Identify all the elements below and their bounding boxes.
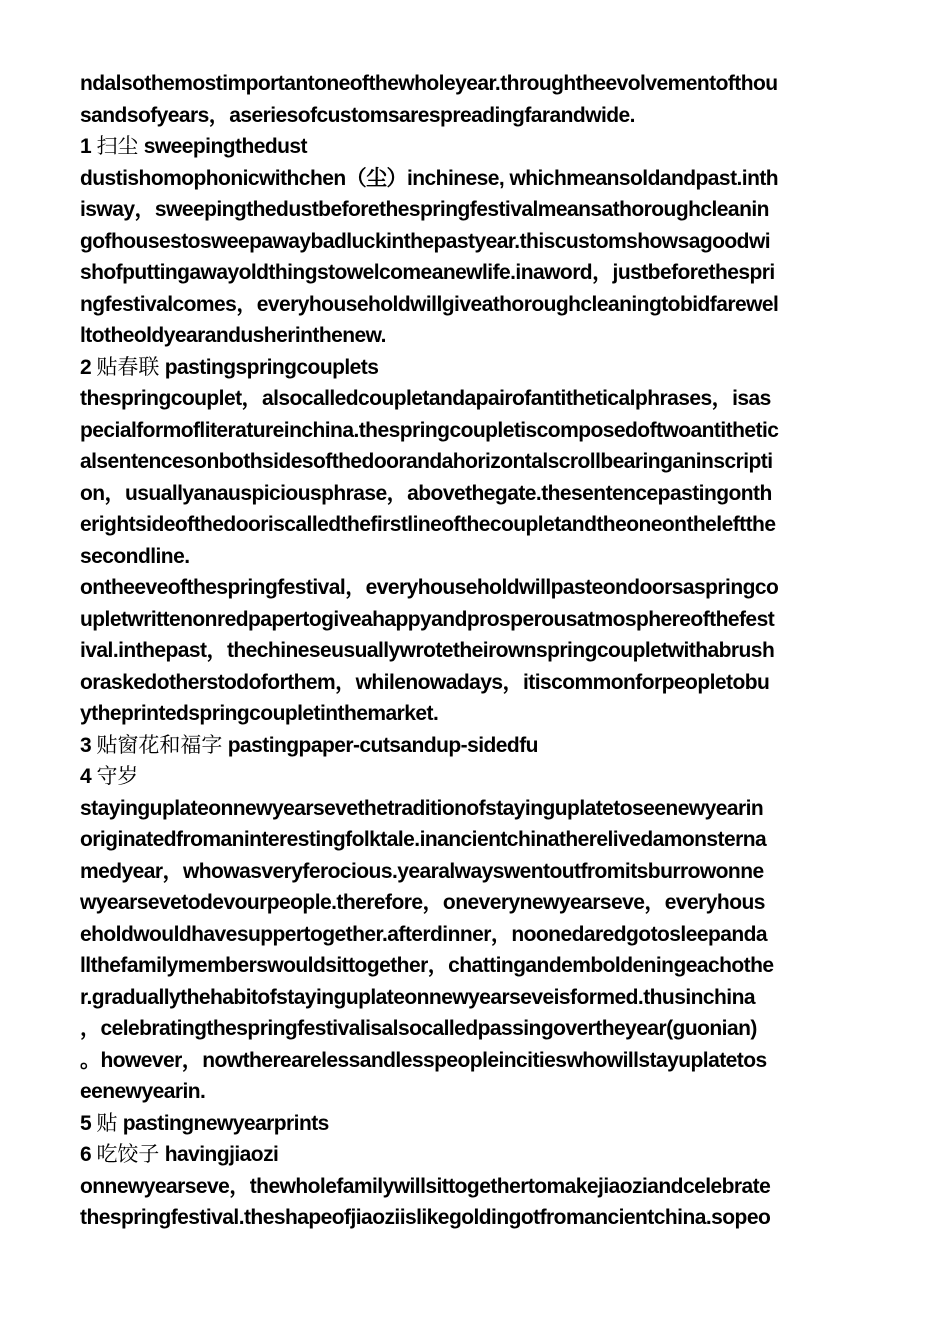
section-number: 2 bbox=[80, 355, 92, 379]
body-text-line: ，celebratingthespringfestivalisalsocalledpassingovertheyear(guonian) bbox=[80, 1017, 757, 1040]
body-text-line: thespringfestival.theshapeofjiaoziislikegoldingotfromancientchina.sopeo bbox=[80, 1206, 771, 1229]
section-heading-new-year-prints bbox=[80, 1108, 880, 1140]
section-title-english: pastingspringcouplets bbox=[164, 355, 379, 379]
section-heading-jiaozi bbox=[80, 1139, 880, 1171]
section-title-chinese: 贴窗花和福字 bbox=[96, 732, 223, 757]
body-text-line: 。however，nowtherearelessandlesspeopleincitieswhowillstayuplatetos bbox=[80, 1048, 767, 1072]
body-text-line: eenewyearin. bbox=[80, 1080, 206, 1103]
body-text-line: llthefamilymemberswouldsittogether，chattingandembоldeningeachothe bbox=[80, 954, 774, 977]
section-heading-sweeping bbox=[80, 131, 880, 163]
body-text-line: ltotheoldyearandusherinthenew. bbox=[80, 324, 386, 347]
document-page bbox=[80, 68, 880, 1234]
body-text-line: stayinguplateonnewyearsevethetraditionofstayinguplatetoseenewyearin bbox=[80, 796, 764, 820]
body-text-line: onnewyearseve，thewholefamilywillsittogethertomakejiaoziandcelebrate bbox=[80, 1174, 771, 1198]
body-text-line: secondline. bbox=[80, 544, 190, 568]
section-number: 4 bbox=[80, 765, 92, 788]
body-text-line: alsentencesonbothsidesofthedoorandahorizontalscrollbearinganinscripti bbox=[80, 450, 773, 473]
body-text-line: on，usuallyanauspiciousphrase，abovethegate.thesentencepastingonth bbox=[80, 481, 772, 505]
section-title-english: havingjiaozi bbox=[164, 1143, 279, 1166]
section-heading-couplets bbox=[80, 352, 880, 384]
body-text-line: r.graduallythehabitofstayinguplateonnewyearseveisformed.thusinchina bbox=[80, 985, 755, 1009]
section-title-chinese: 贴春联 bbox=[96, 354, 160, 379]
section-title-english: pastingpaper-cutsandup-sidedfu bbox=[227, 733, 538, 757]
body-text-line: oraskedotherstodoforthem，whilenowadays，itiscommonforpeopletobu bbox=[80, 670, 770, 694]
body-text-line: ytheprintedspringcoupletinthemarket. bbox=[80, 702, 439, 725]
body-text-line: originatedfromaninterestingfolktale.inancientchinatherelivedamonsterna bbox=[80, 828, 767, 851]
section-number: 1 bbox=[80, 135, 92, 158]
body-text-line: pecialformofliteratureinchina.thespringcoupletiscomposedoftwoantithetic bbox=[80, 418, 779, 442]
body-text-line: ngfestivalcomes，everyhouseholdwillgiveathoroughcleaningtobidfarewel bbox=[80, 292, 779, 316]
body-text-line: thespringcouplet，alsocalledcoupletandapairofantitheticalphrases，isas bbox=[80, 387, 771, 410]
body-text-line: sandsofyears，aseriesofcustomsarespreadingfarandwide. bbox=[80, 103, 635, 127]
section-title-chinese: 扫尘 bbox=[96, 134, 139, 158]
body-text-line: eholdwouldhavesuppertogether.afterdinner，noonedaredgotosleepanda bbox=[80, 922, 768, 946]
body-text-line: ontheeveofthespringfestival，everyhouseholdwillpasteondoorsaspringco bbox=[80, 576, 779, 599]
body-text-line: ival.inthepast，thechineseusuallywrotetheirownspringcoupletwithabrush bbox=[80, 639, 775, 662]
section-title-chinese: 吃饺子 bbox=[96, 1142, 160, 1166]
body-text-line: gofhousestosweepawaybadluckinthepastyear.thiscustomshowsagoodwi bbox=[80, 229, 771, 253]
body-text-line: wyearsevetodevourpeople.therefore，oneverynewyearseve，everyhous bbox=[80, 891, 765, 914]
section-heading-paper-cuts bbox=[80, 730, 880, 762]
body-text-line: dustishomophonicwithchen（尘）inchinese, whichmeansoldandpast.inth bbox=[80, 166, 779, 190]
section-title-english: sweepingthedust bbox=[143, 135, 308, 158]
section-title-chinese: 守岁 bbox=[96, 764, 139, 788]
body-text-line: isway，sweepingthedustbeforethespringfestivalmeansathoroughcleanin bbox=[80, 198, 769, 221]
section-heading-staying-up bbox=[80, 761, 880, 793]
section-number: 6 bbox=[80, 1143, 92, 1166]
body-text-line: medyear，whowasveryferocious.yearalwayswentoutfromitsburrowonne bbox=[80, 859, 764, 883]
body-text-line: shofputtingawayoldthingstowelcomeanewlife.inaword，justbeforethespri bbox=[80, 261, 775, 284]
section-number: 3 bbox=[80, 733, 92, 757]
body-text-line: ndalsothemostimportantoneofthewholeyear.throughtheevolvementofthou bbox=[80, 72, 778, 95]
body-text-line: upletwrittenonredpapertogiveahappyandprosperousatmosphereofthefest bbox=[80, 607, 775, 631]
section-number: 5 bbox=[80, 1111, 92, 1135]
section-title-english: pastingnewyearprints bbox=[122, 1111, 329, 1135]
body-text-line: erightsideofthedooriscalledthefirstlineofthecoupletandtheoneontheleftthe bbox=[80, 513, 776, 536]
section-title-chinese: 贴 bbox=[96, 1110, 118, 1135]
